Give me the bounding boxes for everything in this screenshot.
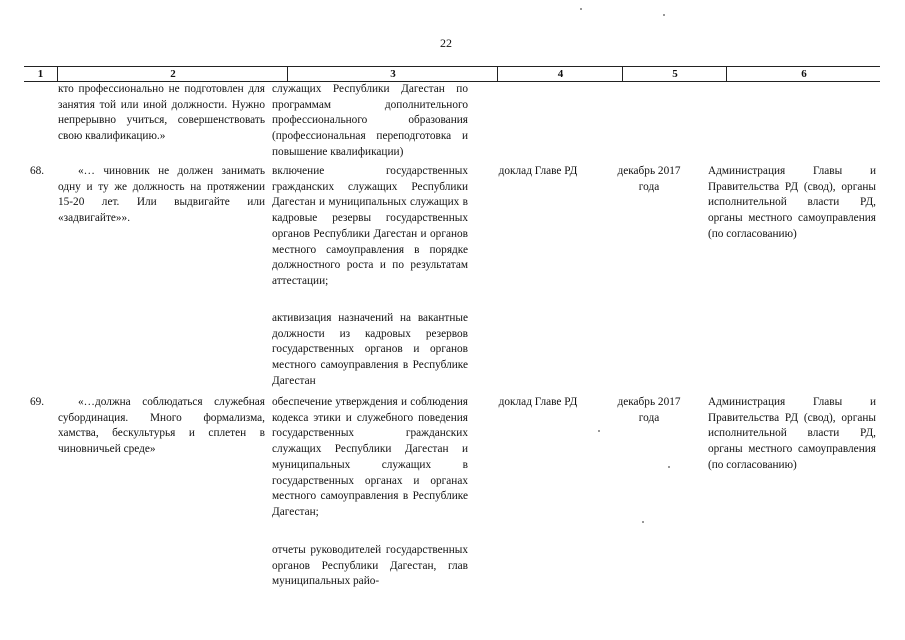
quote-text: «…должна соблюдаться служебная субординация. Много формализма, хамства, бескультурья и сплетен в чиновничьей среде»: [58, 396, 265, 456]
table-header-row: [24, 66, 880, 82]
scan-speck: [663, 14, 665, 16]
scan-speck: [598, 430, 600, 432]
row-number: 69.: [30, 396, 45, 408]
responsible-bodies: Администрация Главы и Правительства РД (свод), органы исполнительной власти РД, органы местного самоуправления (по согласованию): [708, 396, 876, 471]
responsible-bodies: Администрация Главы и Правительства РД (свод), органы исполнительной власти РД, органы местного самоуправления (по согласованию): [708, 165, 876, 240]
quote-text: «… чиновник не должен занимать одну и ту же должность на протяжении 15-20 лет. Или выдвигайте или «задвигайте»».: [58, 165, 265, 225]
header-col-1: 1: [37, 68, 44, 80]
row-number: 68.: [30, 165, 45, 177]
deadline: декабрь 2017 года: [617, 396, 681, 424]
header-col-6: 6: [726, 67, 881, 81]
header-col-3: 3: [287, 67, 498, 81]
header-col-5: 5: [622, 67, 727, 81]
header-col-4: 4: [497, 67, 623, 81]
measure-text: активизация назначений на вакантные должности из кадровых резервов государственных органов и органов местного самоуправления в Республике Дагестан: [272, 312, 468, 387]
measure-text: включение государственных гражданских служащих Республики Дагестан и муниципальных служащих в кадровые резервы государственных органов Республики Дагестан и органов местного самоуправления в порядке должностного роста и по результатам аттестации;: [272, 165, 468, 287]
scan-speck: [668, 466, 670, 468]
measure-text: отчеты руководителей государственных органов Республики Дагестан, глав муниципальных райо-: [272, 544, 468, 588]
continuation-measure: служащих Республики Дагестан по программам дополнительного профессионального образования (профессиональная переподготовка и повышение квалификации): [272, 83, 468, 158]
page-number: 22: [440, 36, 452, 50]
scan-speck: [580, 8, 582, 10]
continuation-quote: кто профессионально не подготовлен для занятия той или иной должности. Нужно непрерывно учиться, совершенствовать свою квалификацию.»: [58, 83, 265, 143]
report-type: доклад Главе РД: [498, 165, 578, 177]
report-type: доклад Главе РД: [498, 396, 578, 408]
scan-speck: [642, 521, 644, 523]
measure-text: обеспечение утверждения и соблюдения кодекса этики и служебного поведения государственных гражданских служащих Республики Дагестан и муниципальных служащих в государственных органах и органах местного самоуправления в Республике Дагестан;: [272, 396, 468, 518]
deadline: декабрь 2017 года: [617, 165, 681, 193]
header-col-2: 2: [57, 67, 288, 81]
